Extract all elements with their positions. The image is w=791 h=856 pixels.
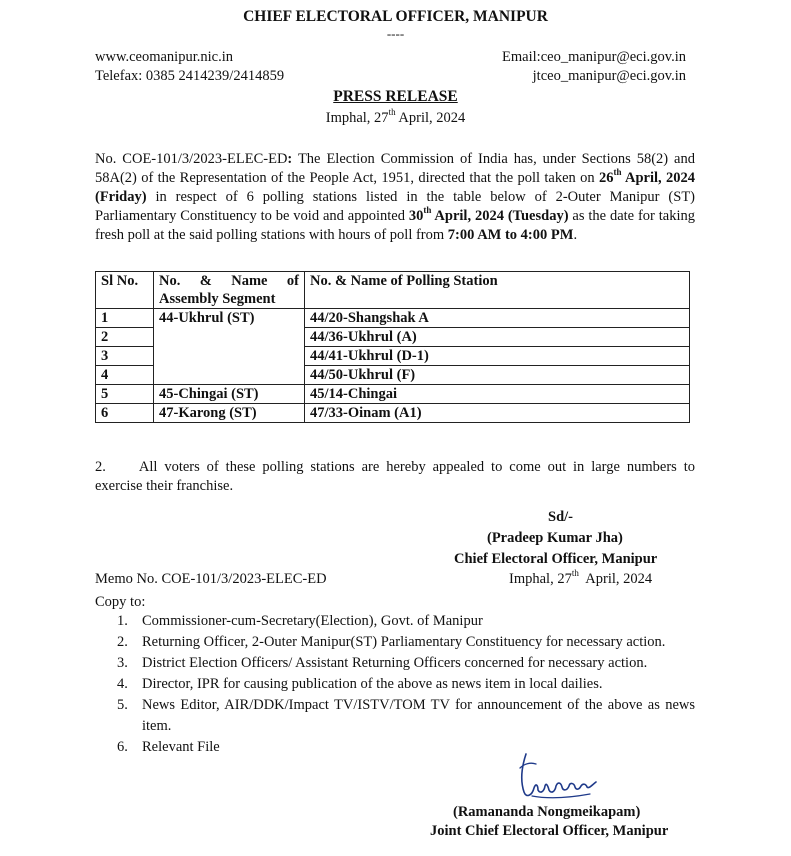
website-text: www.ceomanipur.nic.in: [95, 49, 233, 65]
memo-date: Imphal, 27th April, 2024: [509, 568, 653, 587]
handwritten-signature: [512, 752, 602, 807]
polling-stations-table: [95, 271, 690, 423]
jceo-name: (Ramananda Nongmeikapam): [453, 804, 641, 820]
sl-cell: 4: [96, 366, 154, 385]
assembly-cell: 44-Ukhrul (ST): [154, 309, 305, 385]
press-paragraph-1: No. COE-101/3/2023-ELEC-ED: The Election Commission of India has, under Sections 58(2) and 58A(2) of the Representation of the People Act, 1951, directed that the poll taken on 26th April, 2024 (Friday) in respect of 6 polling stations listed in the table below of 2-Outer Manipur (ST) Parliamentary Constituency to be void and appointed 30th April, 2024 (Tuesday) as the date for taking fresh poll at the said polling stations with hours of poll from 7:00 AM to 4:00 PM.: [95, 151, 695, 243]
station-cell: 44/41-Ukhrul (D-1): [305, 347, 690, 366]
press-release-title: PRESS RELEASE: [333, 88, 458, 105]
sl-cell: 2: [96, 328, 154, 347]
telefax-text: Telefax: 0385 2414239/2414859: [95, 68, 285, 84]
header-polling-station: No. & Name of Polling Station: [305, 272, 690, 309]
cec-name: (Pradeep Kumar Jha): [487, 530, 623, 546]
list-item: 4. Director, IPR for causing publication of the above as news item in local dailies.: [117, 676, 603, 692]
table-row: [96, 385, 690, 404]
paragraph-number: 2.: [95, 459, 106, 475]
station-cell: 45/14-Chingai: [305, 385, 690, 404]
assembly-cell: 45-Chingai (ST): [154, 385, 305, 404]
copy-to-list: [95, 608, 695, 755]
list-item: 1. Commissioner-cum-Secretary(Election), Govt. of Manipur: [117, 613, 483, 629]
email-secondary: jtceo_manipur@eci.gov.in: [532, 68, 686, 84]
sl-cell: 3: [96, 347, 154, 366]
list-item: 6. Relevant File: [117, 739, 220, 755]
station-cell: 44/36-Ukhrul (A): [305, 328, 690, 347]
press-paragraph-2: 2. All voters of these polling stations are hereby appealed to come out in large numbers to exercise their franchise.: [95, 459, 695, 494]
memo-number: Memo No. COE-101/3/2023-ELEC-ED: [95, 571, 327, 587]
table-row: [96, 309, 690, 328]
cec-designation: Chief Electoral Officer, Manipur: [454, 551, 658, 567]
station-cell: 47/33-Oinam (A1): [305, 404, 690, 423]
station-cell: 44/50-Ukhrul (F): [305, 366, 690, 385]
title-divider: ----: [386, 26, 405, 41]
void-poll-date: 26th April, 2024 (Friday): [95, 167, 695, 205]
fresh-poll-date: 30th April, 2024 (Tuesday): [408, 205, 569, 224]
station-cell: 44/20-Shangshak A: [305, 309, 690, 328]
jceo-designation: Joint Chief Electoral Officer, Manipur: [430, 823, 669, 839]
header-sl-no: Sl No.: [96, 272, 154, 309]
sl-cell: 5: [96, 385, 154, 404]
press-release-date: Imphal, 27th April, 2024: [325, 107, 466, 126]
list-item: 5. News Editor, AIR/DDK/Impact TV/ISTV/TOM TV for announcement of the above as news item.: [117, 697, 695, 734]
assembly-cell: 47-Karong (ST): [154, 404, 305, 423]
sl-cell: 6: [96, 404, 154, 423]
list-item: 2. Returning Officer, 2-Outer Manipur(ST) Parliamentary Constituency for necessary action.: [117, 634, 666, 650]
office-title: CHIEF ELECTORAL OFFICER, MANIPUR: [243, 8, 548, 25]
list-item: 3. District Election Officers/ Assistant Returning Officers concerned for necessary action.: [117, 655, 648, 671]
table-header-row: [96, 272, 690, 309]
table-row: [96, 404, 690, 423]
reference-number: No. COE-101/3/2023-ELEC-ED: [95, 151, 288, 167]
sd-mark: Sd/-: [548, 509, 573, 525]
copy-to-label: Copy to:: [95, 594, 146, 610]
header-assembly-segment: No. & Name of Assembly Segment: [154, 272, 305, 309]
sl-cell: 1: [96, 309, 154, 328]
poll-hours: 7:00 AM to 4:00 PM: [447, 227, 574, 243]
email-primary: Email:ceo_manipur@eci.gov.in: [502, 49, 686, 65]
